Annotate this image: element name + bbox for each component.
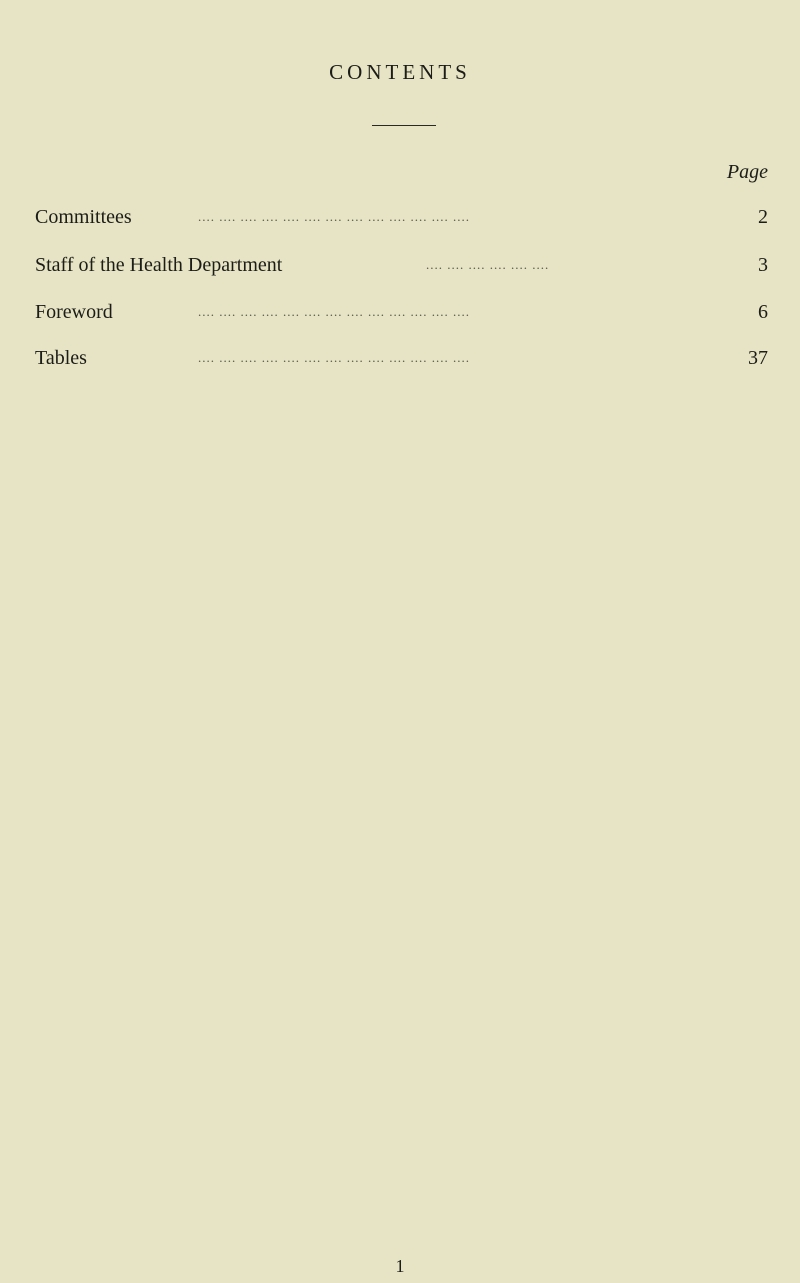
toc-entry-label: Staff of the Health Department [35,254,283,276]
dot-leader: .... .... .... .... .... .... .... .... .... .... .... .... .... [198,350,470,365]
toc-entry-label: Tables [35,347,87,369]
dot-leader: .... .... .... .... .... .... .... .... .... .... .... .... .... [198,304,470,319]
toc-entry-label: Foreword [35,301,113,323]
title-divider [372,125,436,126]
toc-entry-page: 37 [748,347,768,369]
toc-entry-page: 2 [758,206,768,228]
page-title: CONTENTS [329,60,471,84]
toc-entry-tables[interactable] [35,344,768,372]
toc-entry-label: Committees [35,206,132,228]
toc-entry-staff[interactable] [35,251,768,279]
dot-leader: .... .... .... .... .... .... [426,257,550,272]
footer-page-number: 1 [395,1256,405,1276]
toc-entry-foreword[interactable] [35,298,768,326]
toc-entry-committees[interactable] [35,203,768,231]
dot-leader: .... .... .... .... .... .... .... .... .... .... .... .... .... [198,209,470,224]
page-column-heading: Page [726,161,768,183]
toc-entry-page: 6 [758,301,768,323]
toc-entry-page: 3 [758,254,768,276]
